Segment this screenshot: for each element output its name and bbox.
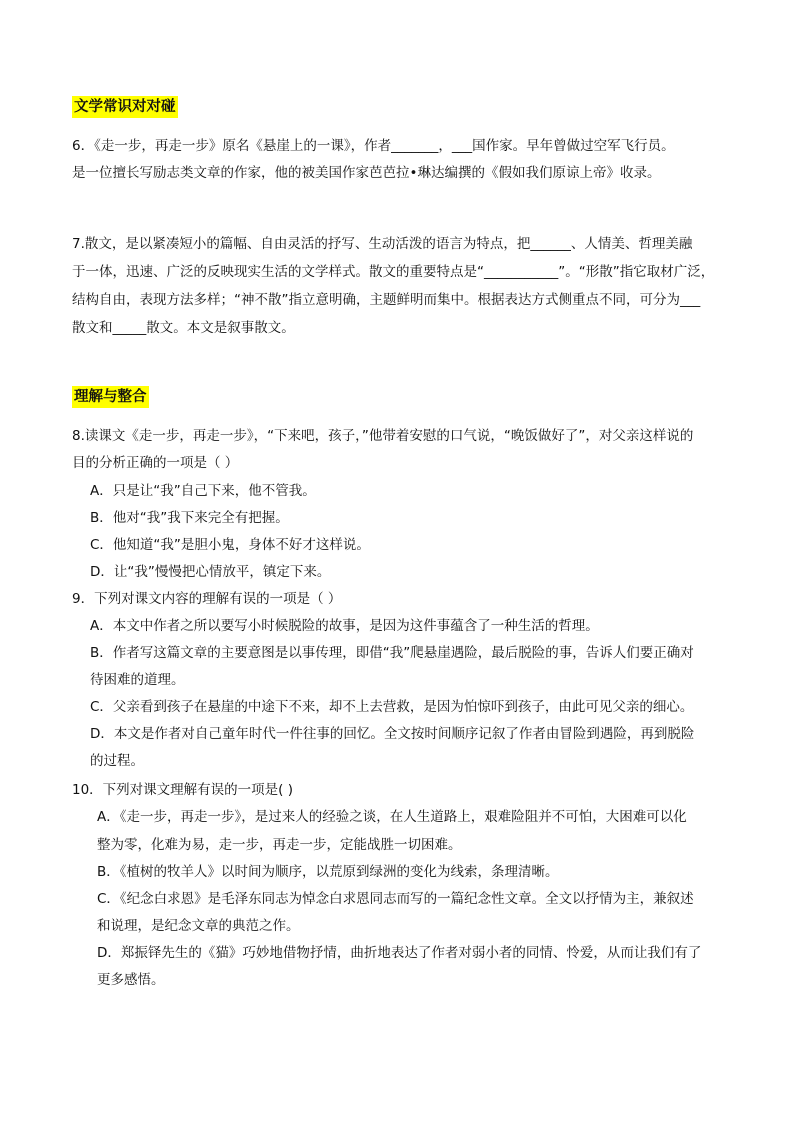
question-9-option-d-line-2: 的过程。 [90, 753, 144, 769]
question-8-option-a: A．只是让“我”自己下来，他不管我。 [90, 483, 316, 499]
question-7-line-3: 结构自由，表现方法多样；“神不散”指立意明确，主题鲜明而集中。根据表达方式侧重点不同，可分为___ [72, 292, 701, 308]
question-9-option-a: A．本文中作者之所以要写小时候脱险的故事，是因为这件事蕴含了一种生活的哲理。 [90, 618, 599, 634]
question-9-option-d-line-1: D．本文是作者对自己童年时代一件往事的回忆。全文按时间顺序记叙了作者由冒险到遇险，再到脱险 [90, 726, 695, 742]
question-8-option-d: D．让“我”慢慢把心情放平，镇定下来。 [90, 564, 331, 580]
question-9-option-c: C．父亲看到孩子在悬崖的中途下不来，却不上去营救，是因为怕惊吓到孩子，由此可见父亲的细心。 [90, 699, 694, 715]
section-heading-literary-knowledge: 文学常识对对碰 [72, 96, 178, 118]
question-8-stem-line-2: 目的分析正确的一项是（ ） [72, 455, 239, 471]
question-10-option-a-line-1: A．《走一步，再走一步》，是过来人的经验之谈，在人生道路上，艰难险阻并不可怕，大困难可以化 [97, 809, 687, 825]
question-6-line-2: 是一位擅长写励志类文章的作家，他的被美国作家芭芭拉•琳达编撰的《假如我们原谅上帝》收录。 [72, 165, 661, 181]
question-10-option-c-line-2: 和说理，是纪念文章的典范之作。 [97, 918, 300, 934]
question-7-line-4: 散文和_____散文。本文是叙事散文。 [72, 320, 295, 336]
question-10-option-d-line-1: D．郑振铎先生的《猫》巧妙地借物抒情，曲折地表达了作者对弱小者的同情、怜爱，从而让我们有了 [97, 945, 702, 961]
question-8-option-b: B．他对“我”我下来完全有把握。 [90, 510, 289, 526]
question-9-option-b-line-2: 待困难的道理。 [90, 672, 185, 688]
section-heading-understanding: 理解与整合 [72, 386, 149, 408]
question-10-option-c-line-1: C．《纪念白求恩》是毛泽东同志为悼念白求恩同志而写的一篇纪念性文章。全文以抒情为主，兼叙述 [97, 891, 694, 907]
question-9-option-b-line-1: B．作者写这篇文章的主要意图是以事传理，即借“我”爬悬崖遇险，最后脱险的事，告诉人们要正确对 [90, 645, 694, 661]
question-10-stem: 10．下列对课文理解有误的一项是( ) [72, 782, 294, 798]
question-7-line-2: 于一体，迅速、广泛的反映现实生活的文学样式。散文的重要特点是“___________”。“形散”指它取材广泛， [72, 264, 715, 280]
question-6-line-1: 6．《走一步，再走一步》原名《悬崖上的一课》，作者_______，___国作家。早年曾做过空军飞行员。 [72, 138, 675, 154]
question-7-line-1: 7.散文，是以紧凑短小的篇幅、自由灵活的抒写、生动活泼的语言为特点，把______、人情美、哲理美融 [72, 236, 693, 252]
question-10-option-b: B．《植树的牧羊人》以时间为顺序，以荒原到绿洲的变化为线索，条理清晰。 [97, 864, 559, 880]
question-8-stem-line-1: 8.读课文《走一步，再走一步》，“下来吧，孩子，”他带着安慰的口气说，“晚饭做好了”，对父亲这样说的 [72, 428, 694, 444]
question-9-stem: 9．下列对课文内容的理解有误的一项是（ ） [72, 591, 342, 607]
question-8-option-c: C．他知道“我”是胆小鬼，身体不好才这样说。 [90, 537, 370, 553]
question-10-option-a-line-2: 整为零，化难为易，走一步，再走一步，定能战胜一切困难。 [97, 837, 462, 853]
question-10-option-d-line-2: 更多感悟。 [97, 972, 165, 988]
